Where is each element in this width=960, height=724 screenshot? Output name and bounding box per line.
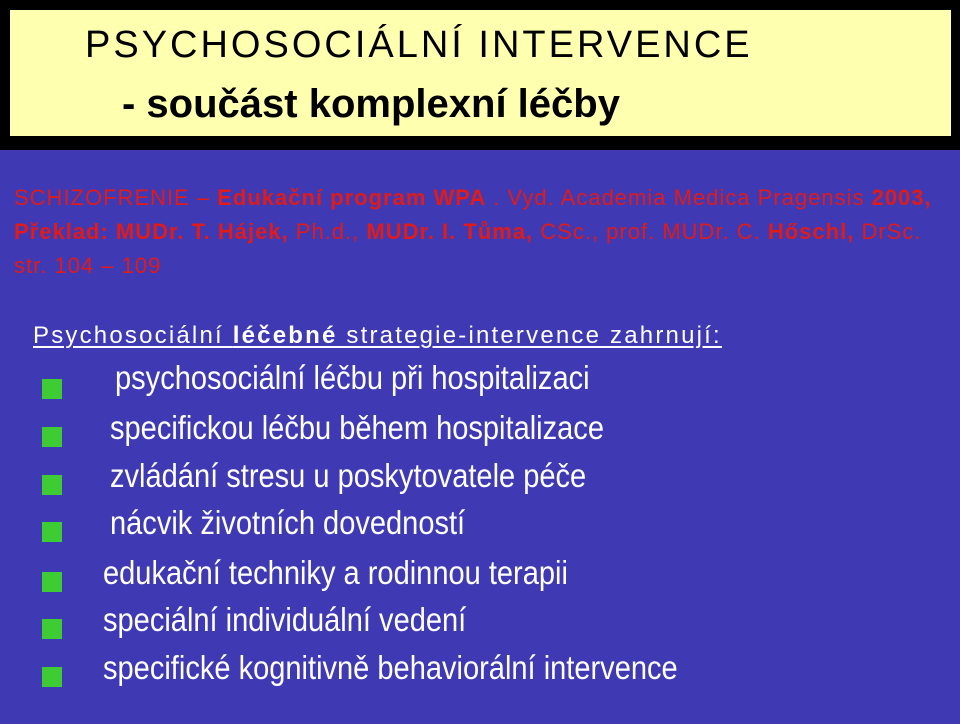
title-box [7, 7, 954, 139]
citation-part: Ph.d., [288, 219, 367, 244]
list-item [0, 457, 900, 507]
list-item [0, 649, 900, 699]
citation-part: CSc., prof. MUDr. C. [533, 219, 768, 244]
source-citation [14, 181, 949, 283]
slide-subtitle: - součást komplexní léčby [122, 82, 620, 126]
square-bullet-icon [42, 379, 62, 399]
intro-heading [33, 322, 722, 350]
list-item [0, 601, 900, 651]
citation-part-bold: MUDr. I. Tůma, [366, 219, 534, 244]
intro-emphasis: léčebné [232, 322, 338, 349]
list-item [0, 504, 900, 554]
slide-title: PSYCHOSOCIÁLNÍ INTERVENCE [85, 24, 753, 66]
list-item-text: specifickou léčbu během hospitalizace [110, 409, 604, 446]
list-item-text: psychosociální léčbu při hospitalizaci [115, 359, 590, 396]
list-item [0, 409, 900, 459]
list-item-text: edukační techniky a rodinnou terapii [103, 554, 568, 591]
square-bullet-icon [42, 475, 62, 495]
citation-part: DrSc. str. 104 – 109 [14, 219, 922, 278]
citation-part-bold: 2003, Překlad: MUDr. T. Hájek, [14, 185, 932, 244]
citation-part-bold: Hőschl, [767, 219, 855, 244]
citation-part: SCHIZOFRENIE – [14, 185, 218, 210]
square-bullet-icon [42, 522, 62, 542]
citation-part-bold: Edukační program WPA [217, 185, 487, 210]
square-bullet-icon [42, 619, 62, 639]
square-bullet-icon [42, 667, 62, 687]
citation-part: . Vyd. Academia Medica Pragensis [486, 185, 872, 210]
list-item [0, 554, 900, 604]
square-bullet-icon [42, 427, 62, 447]
list-item-text: zvládání stresu u poskytovatele péče [110, 457, 587, 494]
intro-text: strategie-intervence zahrnují: [337, 322, 722, 349]
list-item [0, 359, 900, 409]
square-bullet-icon [42, 572, 62, 592]
intro-text: Psychosociální [33, 322, 233, 349]
list-item-text: speciální individuální vedení [103, 601, 467, 638]
list-item-text: specifické kognitivně behaviorální intervence [103, 649, 678, 686]
list-item-text: nácvik životních dovedností [110, 504, 466, 541]
